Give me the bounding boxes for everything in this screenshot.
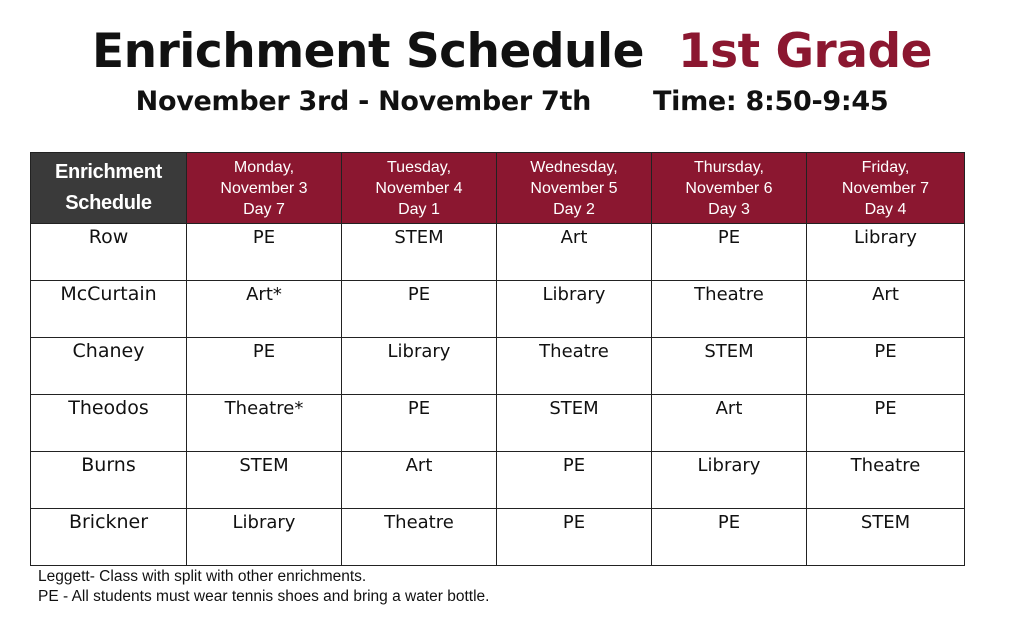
class-cell: Art <box>807 281 965 338</box>
time-label: Time: 8:50-9:45 <box>653 86 889 117</box>
table-row <box>31 395 965 452</box>
day-header <box>807 153 965 224</box>
day-rotation: Day 4 <box>864 200 907 218</box>
teacher-name: Row <box>31 224 187 281</box>
table-row <box>31 452 965 509</box>
day-rotation: Day 1 <box>398 200 440 218</box>
class-cell: Theatre <box>807 452 965 509</box>
day-header <box>342 153 497 224</box>
teacher-name: McCurtain <box>31 281 187 338</box>
class-cell: PE <box>497 509 652 566</box>
class-cell: Theatre <box>652 281 807 338</box>
class-cell: Library <box>342 338 497 395</box>
table-row <box>31 509 965 566</box>
class-cell: Theatre <box>342 509 497 566</box>
day-name: Thursday, <box>694 158 764 176</box>
class-cell: Art <box>652 395 807 452</box>
class-cell: Library <box>652 452 807 509</box>
table-row <box>31 281 965 338</box>
class-cell: Art <box>497 224 652 281</box>
day-date: November 6 <box>685 179 773 197</box>
note-line: PE - All students must wear tennis shoes and bring a water bottle. <box>38 588 490 605</box>
corner-label-line2: Schedule <box>65 192 152 214</box>
note-line: Leggett- Class with split with other enrichments. <box>38 568 367 585</box>
class-cell: Library <box>497 281 652 338</box>
title-text: Enrichment Schedule <box>92 24 644 79</box>
class-cell: STEM <box>342 224 497 281</box>
date-range: November 3rd - November 7th <box>135 86 591 117</box>
day-rotation: Day 3 <box>708 200 750 218</box>
corner-label-line1: Enrichment <box>54 161 163 183</box>
class-cell: STEM <box>807 509 965 566</box>
class-cell: Library <box>187 509 342 566</box>
day-rotation: Day 2 <box>553 200 595 218</box>
corner-header <box>31 153 187 224</box>
schedule-table <box>30 152 965 566</box>
grade-label: 1st Grade <box>677 24 932 79</box>
day-date: November 4 <box>375 179 463 197</box>
class-cell: Theatre* <box>187 395 342 452</box>
schedule-title <box>0 24 1024 80</box>
day-date: November 5 <box>530 179 618 197</box>
class-cell: PE <box>187 338 342 395</box>
class-cell: PE <box>187 224 342 281</box>
day-header <box>187 153 342 224</box>
class-cell: Theatre <box>497 338 652 395</box>
table-header-row <box>31 153 965 224</box>
class-cell: Art* <box>187 281 342 338</box>
schedule-subtitle <box>0 84 1024 120</box>
class-cell: PE <box>342 395 497 452</box>
day-name: Friday, <box>861 158 910 176</box>
class-cell: PE <box>497 452 652 509</box>
schedule-notes <box>38 567 489 607</box>
class-cell: PE <box>807 338 965 395</box>
day-name: Wednesday, <box>530 158 618 176</box>
teacher-name: Chaney <box>31 338 187 395</box>
class-cell: STEM <box>497 395 652 452</box>
day-header <box>497 153 652 224</box>
table-row <box>31 338 965 395</box>
day-name: Monday, <box>233 158 295 176</box>
class-cell: STEM <box>652 338 807 395</box>
day-date: November 7 <box>841 179 930 197</box>
class-cell: Library <box>807 224 965 281</box>
class-cell: PE <box>652 224 807 281</box>
day-header <box>652 153 807 224</box>
class-cell: PE <box>342 281 497 338</box>
class-cell: PE <box>652 509 807 566</box>
teacher-name: Brickner <box>31 509 187 566</box>
class-cell: Art <box>342 452 497 509</box>
teacher-name: Burns <box>31 452 187 509</box>
table-row <box>31 224 965 281</box>
day-date: November 3 <box>220 179 308 197</box>
teacher-name: Theodos <box>31 395 187 452</box>
day-name: Tuesday, <box>386 158 452 176</box>
class-cell: STEM <box>187 452 342 509</box>
day-rotation: Day 7 <box>243 200 285 218</box>
class-cell: PE <box>807 395 965 452</box>
